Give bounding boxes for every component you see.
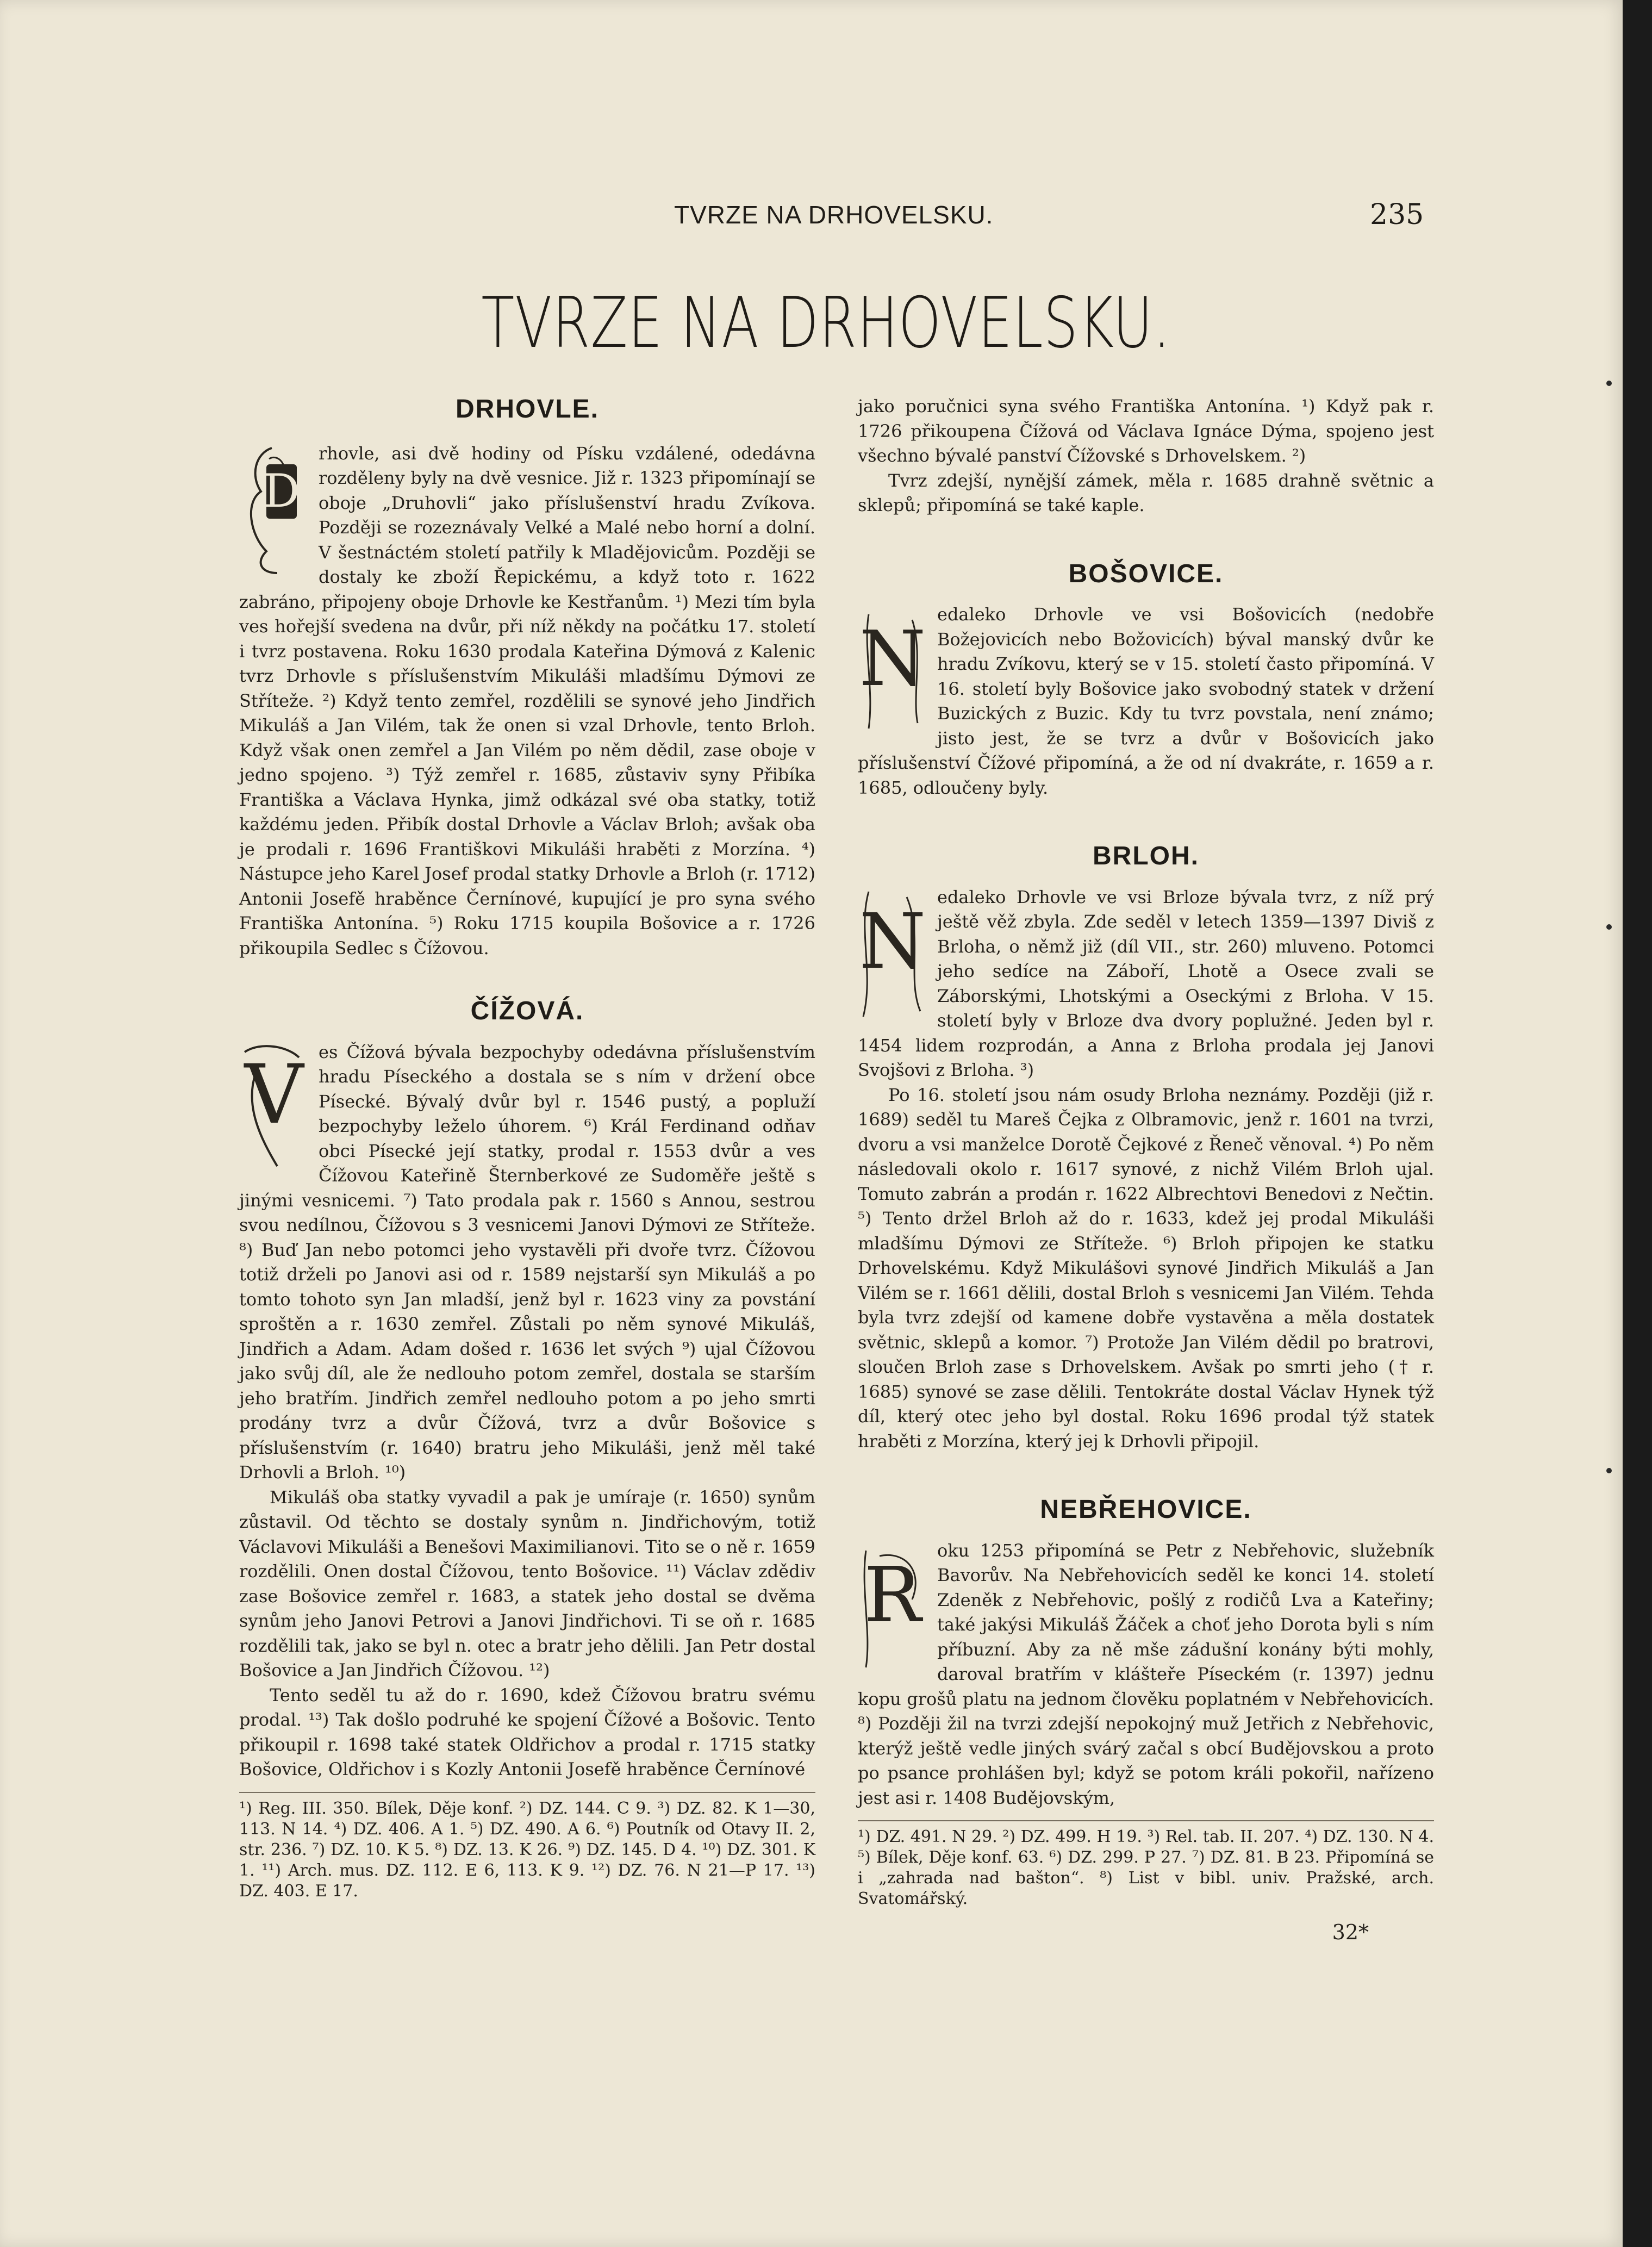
printer-signature: 32*: [1332, 1920, 1369, 1944]
ornamental-initial: [239, 1041, 309, 1176]
svg-text:V: V: [244, 1047, 304, 1142]
ornamental-initial: [858, 886, 927, 1021]
page-title: TVRZE NA DRHOVELSKU.: [481, 283, 1171, 364]
paragraph: Tvrz zdejší, nynější zámek, měla r. 1685 drahně světnic a sklepů; připomíná se také kaple.: [858, 470, 1434, 515]
binding-hole: [1606, 924, 1612, 930]
section-heading-cizova: ČÍŽOVÁ.: [470, 997, 584, 1025]
paragraph: Po 16. století jsou nám osudy Brloha neznámy. Později (již r. 1689) seděl tu Mareš Čejka z Olbramovic, jenž r. 1601 na tvrzi, dvoru a vsi manželce Dorotě Čejkové z Řeneč věnoval. ⁴) Po něm následovali okolo r. 1617 synové, z nichž Vilém Brloh ujal. Tomuto zabrán a prodán r. 1622 Albrechtovi Benedovi z Nečtin. ⁵) Tento držel Brloh až do r. 1633, kdež jej prodal Mikuláši mladšímu Dýmovi ze Stříteže. ⁶) Brloh připojen ke statku Drhovelskému. Když Mikulášovi synové Jindřich Mikuláš a Jan Vilém se r. 1661 dělili, dostal Brloh s vesnicemi Jan Vilém. Tehda byla tvrz zdejší od kamene dobře vystavěna a měla dostatek světnic, sklepů a komor. ⁷) Protože Jan Vilém dědil po bratrovi, sloučen Brloh zase s Drhovelskem. Avšak po smrti jeho († r. 1685) synové se zase dělili. Tentokráte dostal Václav Hynek týž díl, který otec jeho byl dostal. Roku 1696 prodal týž statek hraběti z Morzína, který jej k Drhovli připojil.: [858, 1084, 1434, 1452]
paragraph: edaleko Drhovle ve vsi Brloze bývala tvrz, z níž prý ještě věž zbyla. Zde seděl v letech 1359—1397 Diviš z Brloha, o němž již (díl VII., str. 260) mluveno. Potomci jeho sedíce na Záboří, Lhotě a Osece zvali se Záborskými, Lhotskými a Oseckými z Brloha. V 15. století byly v Brloze dva dvory poplužné. Jeden byl r. 1454 lidem rozprodán, a Anna z Brloha prodala jej Janovi Svojšovi z Brloha. ³): [858, 886, 1434, 1080]
svg-text:N: N: [859, 897, 926, 986]
paragraph: Mikuláš oba statky vyvadil a pak je umíraje (r. 1650) synům zůstavil. Od těchto se dostaly synům n. Jindřichovým, totiž Václavovi Mikuláši a Benešovi Maximilianovi. Tito se o ně r. 1659 rozdělili. Onen dostal Čížovou, tento Bošovice. ¹¹) Václav zdědiv zase Bošovice zemřel r. 1683, a statek jeho dostal se dvěma synům jeho Janovi Petrovi a Janovi Jindřichovi. Ti se oň r. 1685 rozdělili tak, jako se byl n. otec a bratr jeho dělili. Jan Petr dostal Bošovice a Jan Jindřich Čížovou. ¹²): [239, 1486, 815, 1680]
right-column: [858, 394, 1434, 1945]
section-heading-nebrehovice: NEBŘEHOVICE.: [1040, 1495, 1252, 1524]
svg-text:R: R: [864, 1551, 921, 1640]
running-head: TVRZE NA DRHOVELSKU.: [674, 201, 994, 229]
binding-hole: [1606, 381, 1612, 386]
paragraph: rhovle, asi dvě hodiny od Písku vzdálené, odedávna rozděleny byly na dvě vesnice. Již r. 1323 připomínají se oboje „Druhovli“ jako příslušenství hradu Zvíkova. Později se rozeznávaly Velké a Malé nebo horní a dolní. V šestnáctém století patřily k Mladějovicům. Později se dostaly ke zboží Řepickému, a když toto r. 1622 zabráno, připojeny oboje Drhovle ke Kestřanům. ¹) Mezi tím byla ves hořejší svedena na dvůr, při níž někdy na počátku 17. století i tvrz postavena. Roku 1630 prodala Kateřina Dýmová z Kalenic tvrz Drhovle s příslušenstvím Mikuláši mladšímu Dýmovi ze Stříteže. ²) Když tento zemřel, rozdělili se synové jeho Jindřich Mikuláš a Jan Vilém, tak že onen si vzal Drhovle, tento Brloh. Když však onen zemřel a Jan Vilém po něm dědil, zase oboje v jedno spojeno. ³) Týž zemřel r. 1685, zůstaviv syny Přibíka Františka a Václava Hynka, jimž odkázal své oba statky, totiž každému jeden. Přibík dostal Drhovle a Václav Brloh; avšak oba je prodali r. 1696 Františkovi Mikuláši hraběti z Morzína. ⁴) Nástupce jeho Karel Josef prodal statky Drhovle a Brloh (r. 1712) Antonii Josefě hraběnce Černínové, kupující je pro syna svého Františka Antonína. ⁵) Roku 1715 koupila Bošovice a r. 1726 přikoupila Sedlec s Čížovou.: [239, 443, 815, 958]
left-column: [239, 397, 815, 1902]
svg-text:N: N: [859, 615, 926, 704]
paragraph: Tento seděl tu až do r. 1690, kdež Čížovou bratru svému prodal. ¹³) Tak došlo podruhé ke spojení Čížové a Bošovic. Tento přikoupil r. 1698 také statek Oldřichov a prodal r. 1715 statky Bošovice, Oldřichov i s Kozly Antonii Josefě hraběnce Černínové: [239, 1684, 815, 1779]
initial-letter-icon: [858, 603, 927, 738]
section-heading-bosovice: BOŠOVICE.: [1068, 559, 1224, 588]
paragraph: edaleko Drhovle ve vsi Bošovicích (nedobře Božejovicích nebo Božovicích) býval manský dvůr ke hradu Zvíkovu, který se v 15. století často připomíná. V 16. století byly Bošovice jako svobodný statek v držení Buzických z Buzic. Kdy tu tvrz povstala, není známo; jisto jest, že se tvrz a dvůr v Bošovicích jako příslušenství Čížové připomíná, a že od ní dvakráte, r. 1659 a r. 1685, odloučeny byly.: [858, 604, 1434, 798]
initial-letter-icon: [239, 1041, 309, 1176]
footnotes: ¹) Reg. III. 350. Bílek, Děje konf. ²) DZ. 144. C 9. ³) DZ. 82. K 1—30, 113. N 14. ⁴) DZ. 406. A 1. ⁵) DZ. 490. A 6. ⁶) Poutník od Otavy II. 2, str. 236. ⁷) DZ. 10. K 5. ⁸) DZ. 13. K 26. ⁹) DZ. 145. D 4. ¹⁰) DZ. 301. K 1. ¹¹) Arch. mus. DZ. 112. E 6, 113. K 9. ¹²) DZ. 76. N 21—P 17. ¹³) DZ. 403. E 17.: [239, 1792, 815, 1902]
initial-letter-icon: [858, 886, 927, 1021]
section-heading-brloh: BRLOH.: [1093, 842, 1199, 870]
ornamental-initial: [858, 1540, 927, 1675]
section-heading-drhovle: DRHOVLE.: [455, 395, 599, 424]
binding-hole: [1606, 1468, 1612, 1473]
ornamental-initial: [858, 603, 927, 738]
paragraph: oku 1253 připomíná se Petr z Nebřehovic, služebník Bavorův. Na Nebřehovicích seděl ke konci 14. století Zdeněk z Nebřehovic, pošlý z rodičů Lva a Kateřiny; také jakýsi Mikuláš Žáček a choť jeho Dorota byli s ním příbuzní. Aby za ně mše zádušní konány býti mohly, daroval bratřím v klášteře Píseckém (r. 1397) jednu kopu grošů platu na jednom člověku poplatném v Nebřehovicích. ⁸) Později žil na tvrzi zdejší nepokojný muž Jetřich z Nebřehovic, kterýž ještě vedle jiných svárý začal s obcí Budějovskou a proto po psance prohlášen byl; když se potom králi pokořil, nařízeno jest asi r. 1408 Budějovským,: [858, 1540, 1434, 1808]
ornamental-initial: [239, 443, 309, 577]
footnotes: ¹) DZ. 491. N 29. ²) DZ. 499. H 19. ³) Rel. tab. II. 207. ⁴) DZ. 130. N 4. ⁵) Bílek, Děje konf. 63. ⁶) DZ. 299. P 27. ⁷) DZ. 81. B 23. Připomíná se i „zahrada nad bašton“. ⁸) List v bibl. univ. Pražské, arch. Svatomářský.: [858, 1820, 1434, 1909]
svg-text:D: D: [263, 464, 300, 518]
initial-letter-icon: [858, 1540, 927, 1675]
paragraph: jako poručnici syna svého Františka Antonína. ¹) Když pak r. 1726 přikoupena Čížová od Václava Ignáce Dýma, spojeno jest všechno bývalé panství Čížovské s Drhovelskem. ²): [858, 396, 1434, 466]
paragraph: es Čížová bývala bezpochyby odedávna příslušenstvím hradu Píseckého a dostala se s ním v držení obce Písecké. Bývalý dvůr byl r. 1546 pustý, a popluží bezpochyby leželo úhorem. ⁶) Král Ferdinand odňav obci Písecké její statky, prodal r. 1553 dvůr a ves Čížovou Kateřině Šternberkové ze Sudoměře ještě s jinými vesnicemi. ⁷) Tato prodala pak r. 1560 s Annou, sestrou svou nedílnou, Čížovou s 3 vesnicemi Janovi Dýmovi ze Stříteže. ⁸) Buď Jan nebo potomci jeho vystavěli při dvoře tvrz. Čížovou totiž drželi po Janovi asi od r. 1589 nejstarší syn Mikuláš a po tomto tohoto syn Jan mladší, jenž byl r. 1623 viny za povstání sproštěn a r. 1630 zemřel. Zůstali po něm synové Mikuláš, Jindřich a Adam. Adam došed r. 1636 let svých ⁹) ujal Čížovou jako svůj díl, ale že nedlouho potom zemřel, dostala se starším jeho bratřím. Jindřich zemřel nedlouho potom a po jeho smrti prodány tvrz a dvůr Čížová, tvrz a dvůr Bošovice s příslušenstvím (r. 1640) bratru jeho Mikuláši, jenž měl také Drhovli a Brloh. ¹⁰): [239, 1041, 815, 1483]
page-number: 235: [1370, 198, 1424, 231]
initial-letter-icon: [239, 443, 309, 577]
